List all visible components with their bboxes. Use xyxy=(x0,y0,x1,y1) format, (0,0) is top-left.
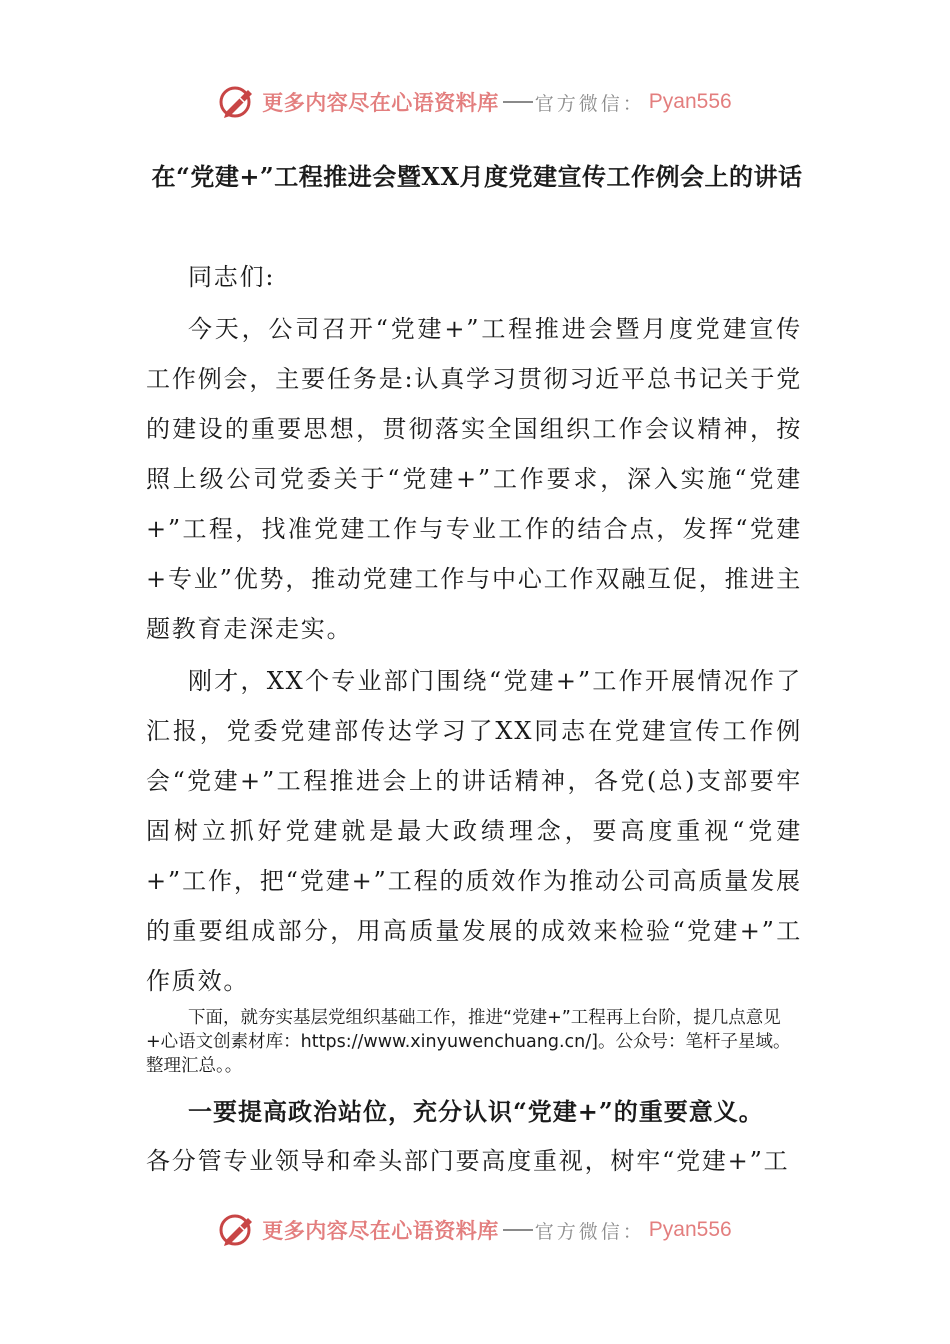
watermark-official: 官方微信： xyxy=(534,1220,645,1243)
watermark-brand: 更多内容尽在心语资料库 xyxy=(262,1218,499,1243)
watermark-header xyxy=(0,82,950,122)
watermark-brand: 更多内容尽在心语资料库 xyxy=(262,90,499,115)
note-paragraph: 下面，就夯实基层党组织基础工作，推进“党建+”工程再上台阶，提几点意见+心语文创素材库：https://www.xinyuwenchuang.cn/]。公众号：笔杆子星域。整理汇总。。 xyxy=(146,1008,791,1076)
paragraph-1: 今天，公司召开“党建+”工程推进会暨月度党建宣传工作例会，主要任务是:认真学习贯彻习近平总书记关于党的建设的重要思想，贯彻落实全国组织工作会议精神，按照上级公司党委关于“党建+”工作要求，深入实施“党建+”工程，找准党建工作与专业工作的结合点，发挥“党建+专业”优势，推动党建工作与中心工作双融互促，推进主题教育走深走实。 xyxy=(146,315,802,643)
section-heading-1: 一要提高政治站位，充分认识“党建+”的重要意义。 xyxy=(188,1097,764,1126)
watermark-wechat-id: Pyan556 xyxy=(648,90,732,113)
watermark-divider xyxy=(503,101,533,103)
pen-logo-icon xyxy=(218,1212,256,1248)
watermark-official: 官方微信： xyxy=(534,92,645,115)
watermark-divider xyxy=(503,1229,533,1231)
paragraph-3: 各分管专业领导和牵头部门要高度重视，树牢“党建+”工 xyxy=(146,1147,790,1175)
watermark-footer xyxy=(0,1210,950,1250)
document-title: 在“党建+”工程推进会暨XX月度党建宣传工作例会上的讲话 xyxy=(151,162,803,191)
watermark-wechat-id: Pyan556 xyxy=(648,1218,732,1241)
pen-logo-icon xyxy=(218,84,256,120)
greeting: 同志们: xyxy=(188,263,276,291)
paragraph-2: 刚才，XX个专业部门围绕“党建+”工作开展情况作了汇报，党委党建部传达学习了XX同志在党建宣传工作例会“党建+”工程推进会上的讲话精神，各党(总)支部要牢固树立抓好党建就是最大政绩理念，要高度重视“党建+”工作，把“党建+”工程的质效作为推动公司高质量发展的重要组成部分，用高质量发展的成效来检验“党建+”工作质效。 xyxy=(146,667,802,995)
